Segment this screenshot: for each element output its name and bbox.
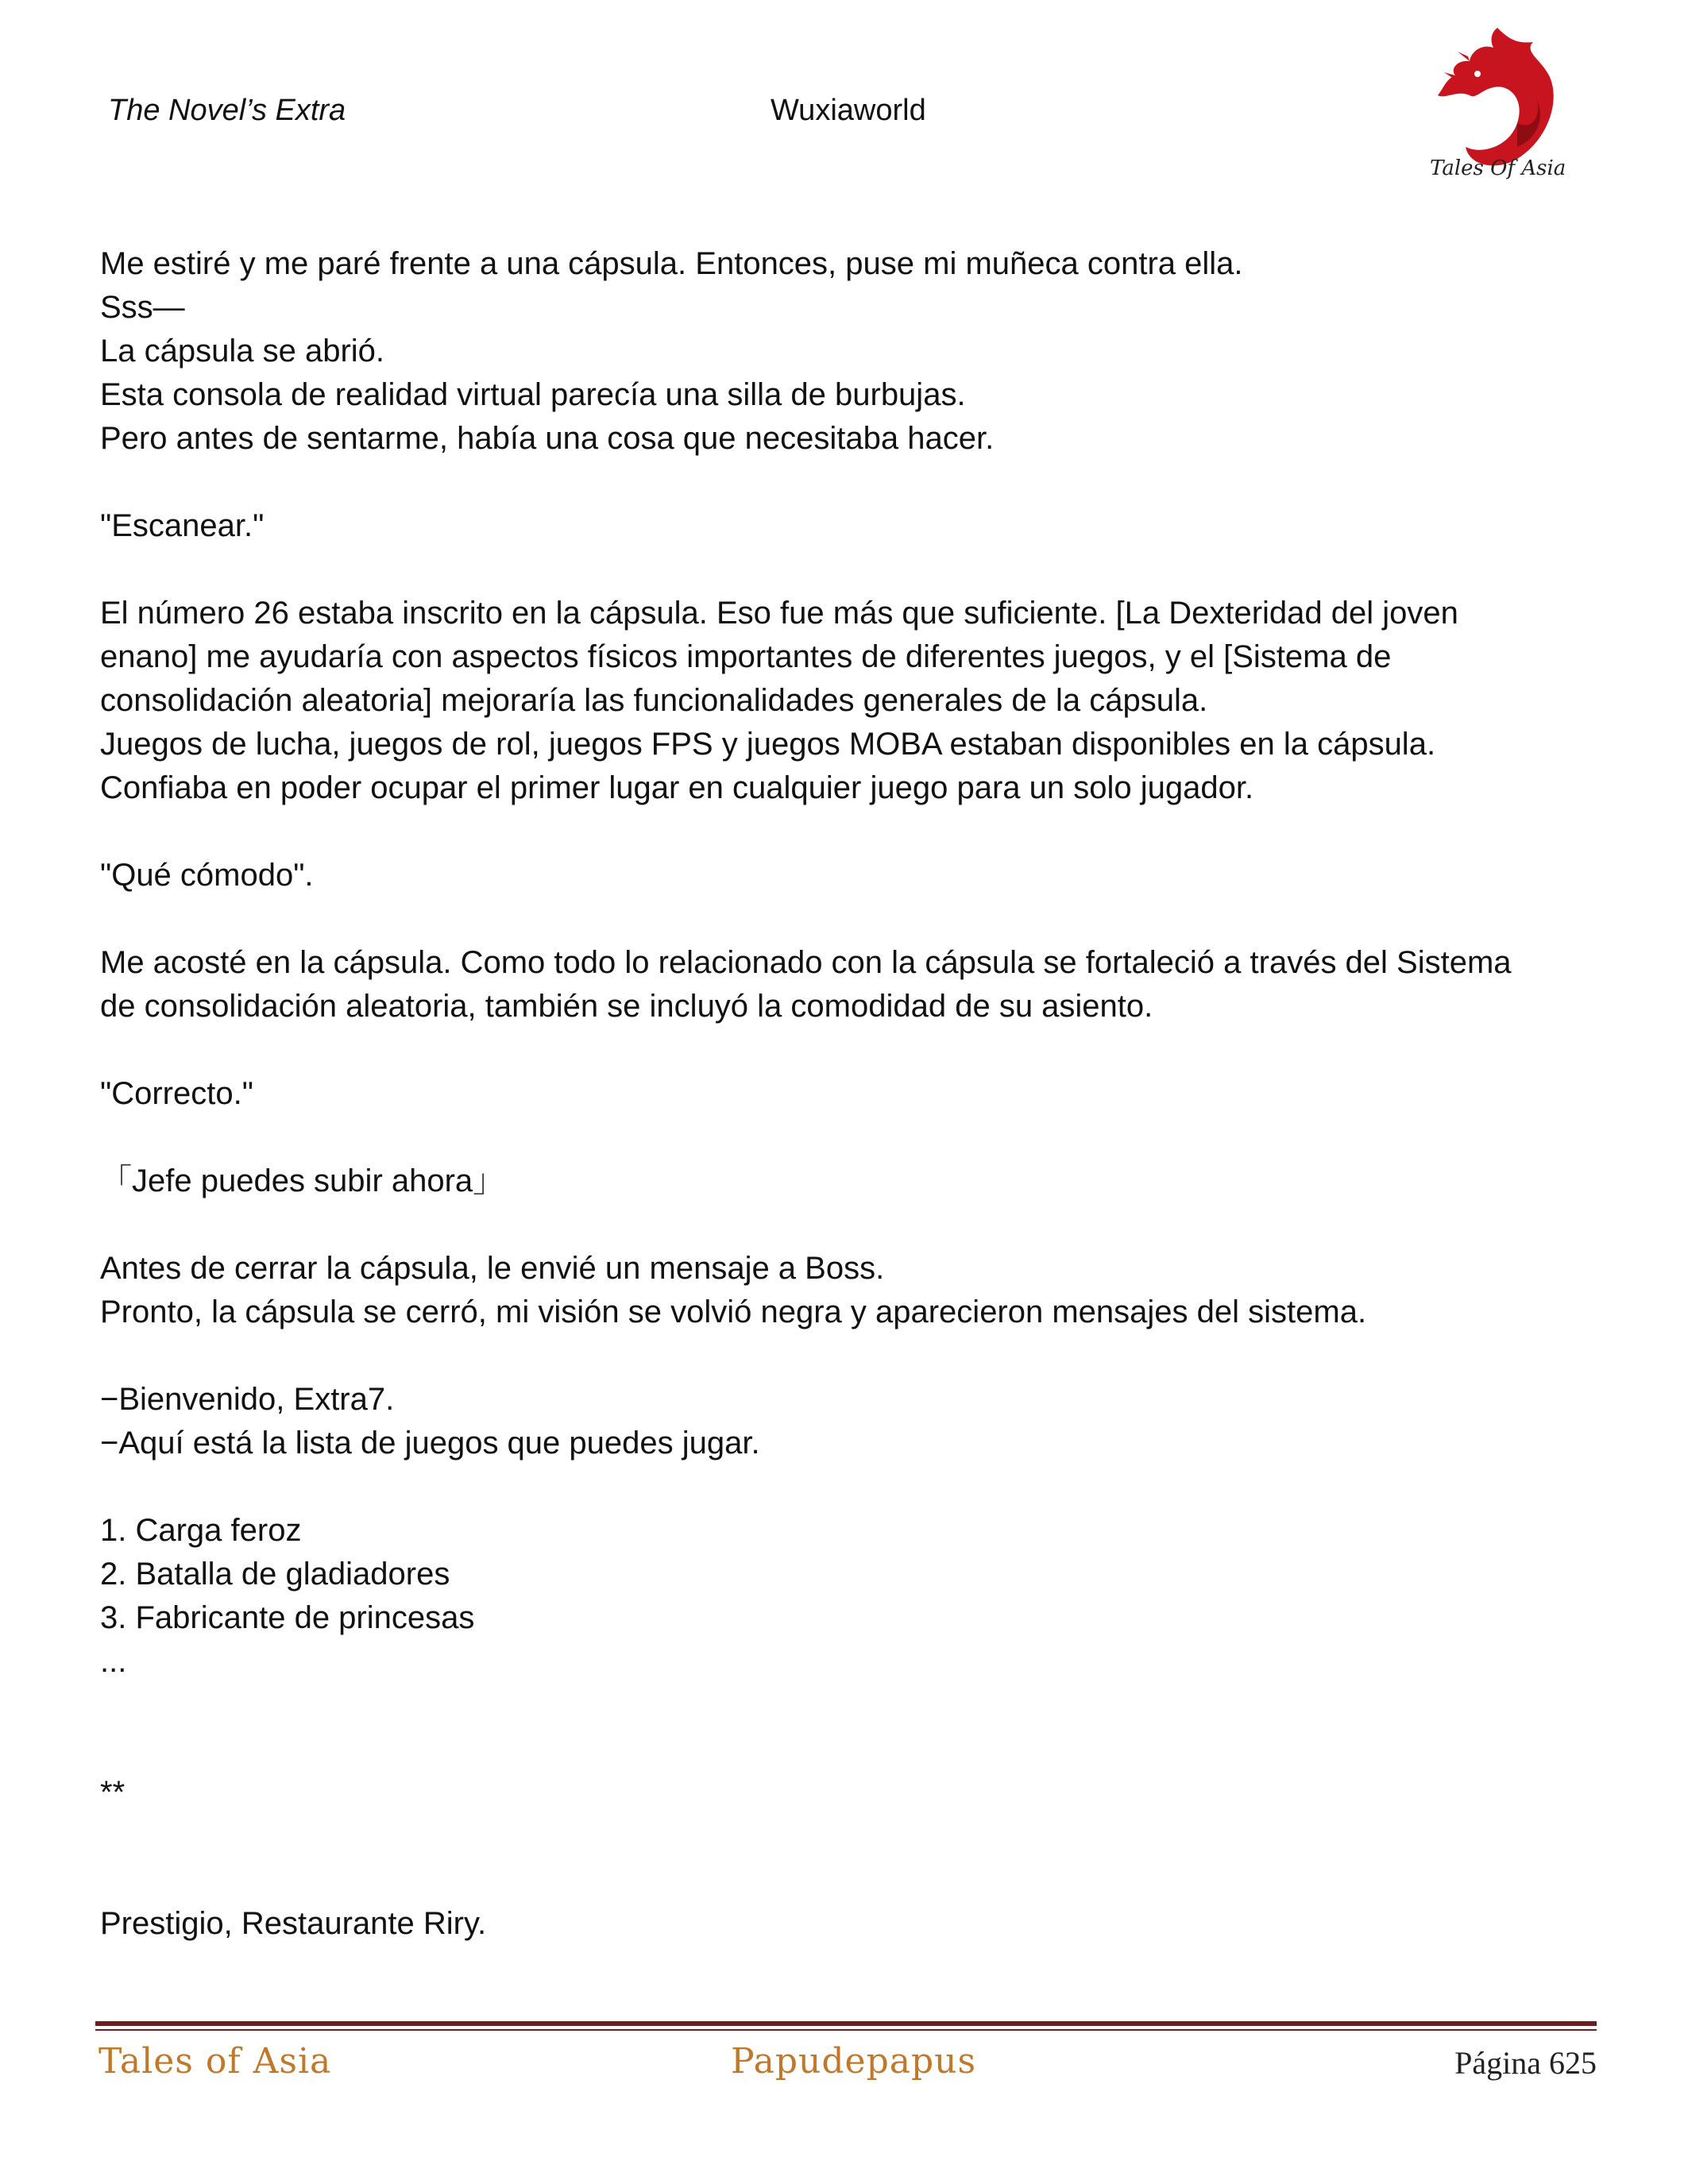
body-line: Sss— — [100, 290, 185, 325]
body-line: El número 26 estaba inscrito en la cápsula. Eso fue más que suficiente. [La Dexteridad del joven — [100, 596, 1458, 631]
body-line: Pronto, la cápsula se cerró, mi visión se volvió negra y aparecieron mensajes del sistema. — [100, 1295, 1367, 1329]
body-line: Prestigio, Restaurante Riry. — [100, 1906, 487, 1941]
footer-site-name: Tales of Asia — [98, 2041, 332, 2082]
body-line: "Escanear." — [100, 508, 265, 543]
book-title: The Novel’s Extra — [108, 94, 346, 127]
body-line: Juegos de lucha, juegos de rol, juegos FPS y juegos MOBA estaban disponibles en la cápsula. — [100, 727, 1436, 762]
body-line: 2. Batalla de gladiadores — [100, 1557, 450, 1592]
logo-text: Tales Of Asia — [1430, 156, 1566, 180]
footer-divider-thin — [95, 2029, 1597, 2031]
body-line: Antes de cerrar la cápsula, le envié un mensaje a Boss. — [100, 1251, 885, 1286]
body-line: ** — [100, 1775, 126, 1810]
body-line: "Qué cómodo". — [100, 858, 314, 893]
body-line: Pero antes de sentarme, había una cosa que necesitaba hacer. — [100, 421, 995, 456]
body-line: Me estiré y me paré frente a una cápsula. Entonces, puse mi muñeca contra ella. — [100, 246, 1243, 281]
body-line: Esta consola de realidad virtual parecía una silla de burbujas. — [100, 377, 966, 412]
body-line: Me acosté en la cápsula. Como todo lo relacionado con la cápsula se fortaleció a través del Sistema — [100, 945, 1512, 980]
body-line: 3. Fabricante de princesas — [100, 1600, 475, 1635]
footer-divider — [95, 2021, 1597, 2026]
body-line: Confiaba en poder ocupar el primer lugar en cualquier juego para un solo jugador. — [100, 770, 1254, 805]
body-line: de consolidación aleatoria, también se incluyó la comodidad de su asiento. — [100, 989, 1153, 1024]
body-line: consolidación aleatoria] mejoraría las funcionalidades generales de la cápsula. — [100, 683, 1208, 718]
page-body — [100, 242, 1593, 1946]
footer-translator: Papudepapus — [731, 2041, 977, 2082]
body-line: La cápsula se abrió. — [100, 334, 385, 369]
body-line: −Aquí está la lista de juegos que puedes jugar. — [100, 1426, 760, 1461]
body-line: ... — [100, 1644, 127, 1679]
body-line: "Correcto." — [100, 1076, 253, 1111]
body-line: enano] me ayudaría con aspectos físicos importantes de diferentes juegos, y el [Sistema de — [100, 639, 1392, 674]
body-line: 1. Carga feroz — [100, 1513, 302, 1548]
body-line: −Bienvenido, Extra7. — [100, 1382, 395, 1417]
site-name: Wuxiaworld — [771, 94, 926, 127]
page-number: Página 625 — [1454, 2045, 1597, 2081]
body-line: 「Jefe puedes subir ahora」 — [100, 1163, 505, 1198]
